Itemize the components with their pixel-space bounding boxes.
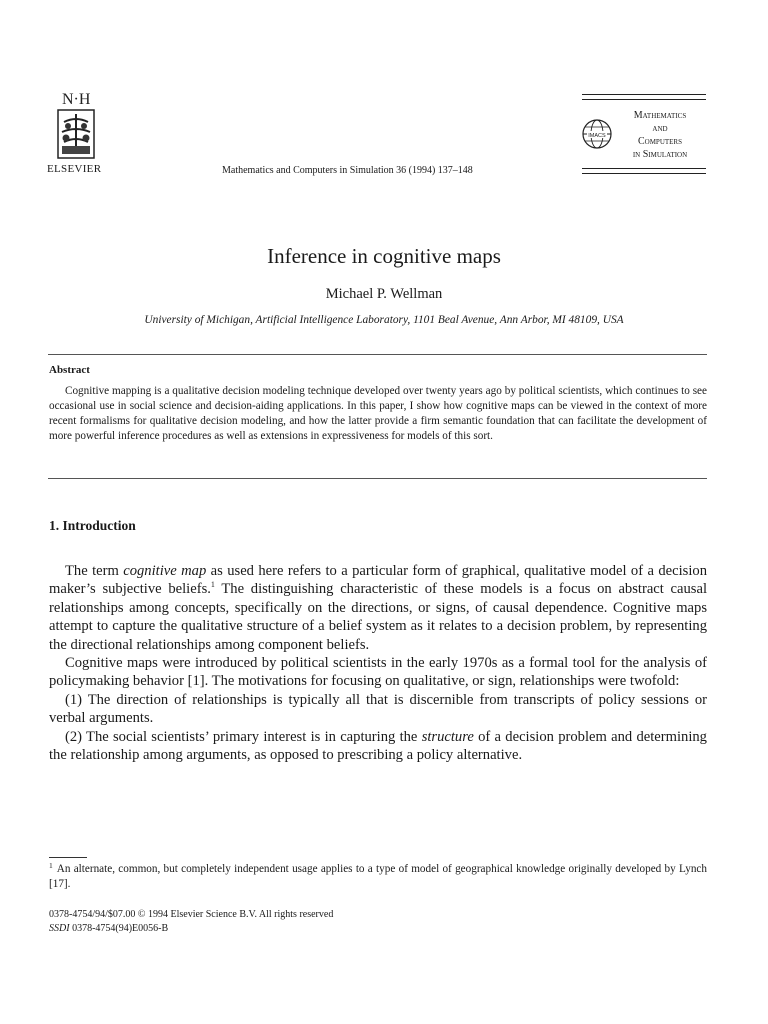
copyright-block	[49, 908, 333, 936]
paragraph: (2) The social scientists’ primary interest is in capturing the structure of a decision problem and determining the relationship among arguments, as opposed to prescribing a policy alternative.	[49, 728, 707, 764]
masthead-rule-bottom	[582, 173, 706, 174]
article-title: Inference in cognitive maps	[267, 244, 501, 268]
ssdi-line	[49, 922, 333, 936]
masthead-rule-bottom-thin	[582, 168, 706, 169]
publisher-logo	[44, 90, 108, 162]
journal-name-line: and	[652, 123, 668, 134]
ssdi-code: 0378-4754(94)E0056-B	[69, 923, 169, 934]
journal-name-line: in Simulation	[632, 149, 688, 160]
footnote-number: 1	[49, 861, 53, 870]
journal-name	[612, 109, 708, 161]
footnote-marker: 1	[210, 580, 215, 590]
section-heading: 1. Introduction	[49, 518, 136, 533]
publisher-name: ELSEVIER	[47, 163, 102, 175]
journal-citation: Mathematics and Computers in Simulation 36 (1994) 137–148	[222, 165, 473, 176]
ssdi-label: SSDI	[49, 923, 70, 934]
paragraph: The term cognitive map as used here refers to a particular form of graphical, qualitative model of a decision maker’s subjective beliefs.$^1$ The distinguishing characteristic of these models is a focus on abstract causal relationships among concepts, specifically on the directions, or signs, of causal dependence. Cognitive maps attempt to capture the qualitative structure of a belief system as it relates to a decision problem, by representing the directional relationships among component beliefs.	[49, 563, 708, 653]
masthead-rule-top-thin	[582, 99, 706, 100]
footnote	[49, 862, 707, 892]
journal-globe-label: IMACS	[588, 133, 606, 139]
author-affiliation: University of Michigan, Artificial Intelligence Laboratory, 1101 Beal Avenue, Ann Arbor, MI 48109, USA	[144, 314, 624, 326]
masthead-rule-top	[582, 94, 706, 95]
journal-globe-icon	[581, 118, 613, 150]
section-body	[49, 562, 707, 764]
article-author: Michael P. Wellman	[325, 286, 443, 302]
copyright-line: 0378-4754/94/$07.00 © 1994 Elsevier Science B.V. All rights reserved	[49, 909, 334, 920]
abstract-heading: Abstract	[49, 364, 90, 376]
abstract-rule-top	[48, 354, 707, 355]
journal-name-line: Mathematics	[633, 110, 687, 121]
abstract-text: Cognitive mapping is a qualitative decision modeling technique developed over twenty years ago by political scientists, which continues to see occasional use in social science and decision-aiding applications. In this paper, I show how cognitive maps can be viewed in the context of more recent formalisms for qualitative decision modeling, and how the latter provide a firm semantic foundation that can facilitate the development of more powerful inference procedures as well as extensions in expressiveness for models of this sort.	[49, 385, 707, 442]
paragraph: (1) The direction of relationships is typically all that is discernible from transcripts of policy sessions or verbal arguments.	[49, 691, 707, 727]
journal-name-line: Computers	[637, 136, 682, 147]
paragraph: Cognitive maps were introduced by political scientists in the early 1970s as a formal tool for the analysis of policymaking behavior [1]. The motivations for focusing on qualitative, or sign, relationships were twofold:	[49, 655, 707, 690]
footnote-rule	[49, 857, 87, 858]
abstract-rule-bottom	[48, 478, 707, 479]
footnote-text: An alternate, common, but completely independent usage applies to a type of model of geographical knowledge originally developed by Lynch [17].	[49, 863, 707, 890]
publisher-logo-mark: N·H	[62, 91, 91, 108]
